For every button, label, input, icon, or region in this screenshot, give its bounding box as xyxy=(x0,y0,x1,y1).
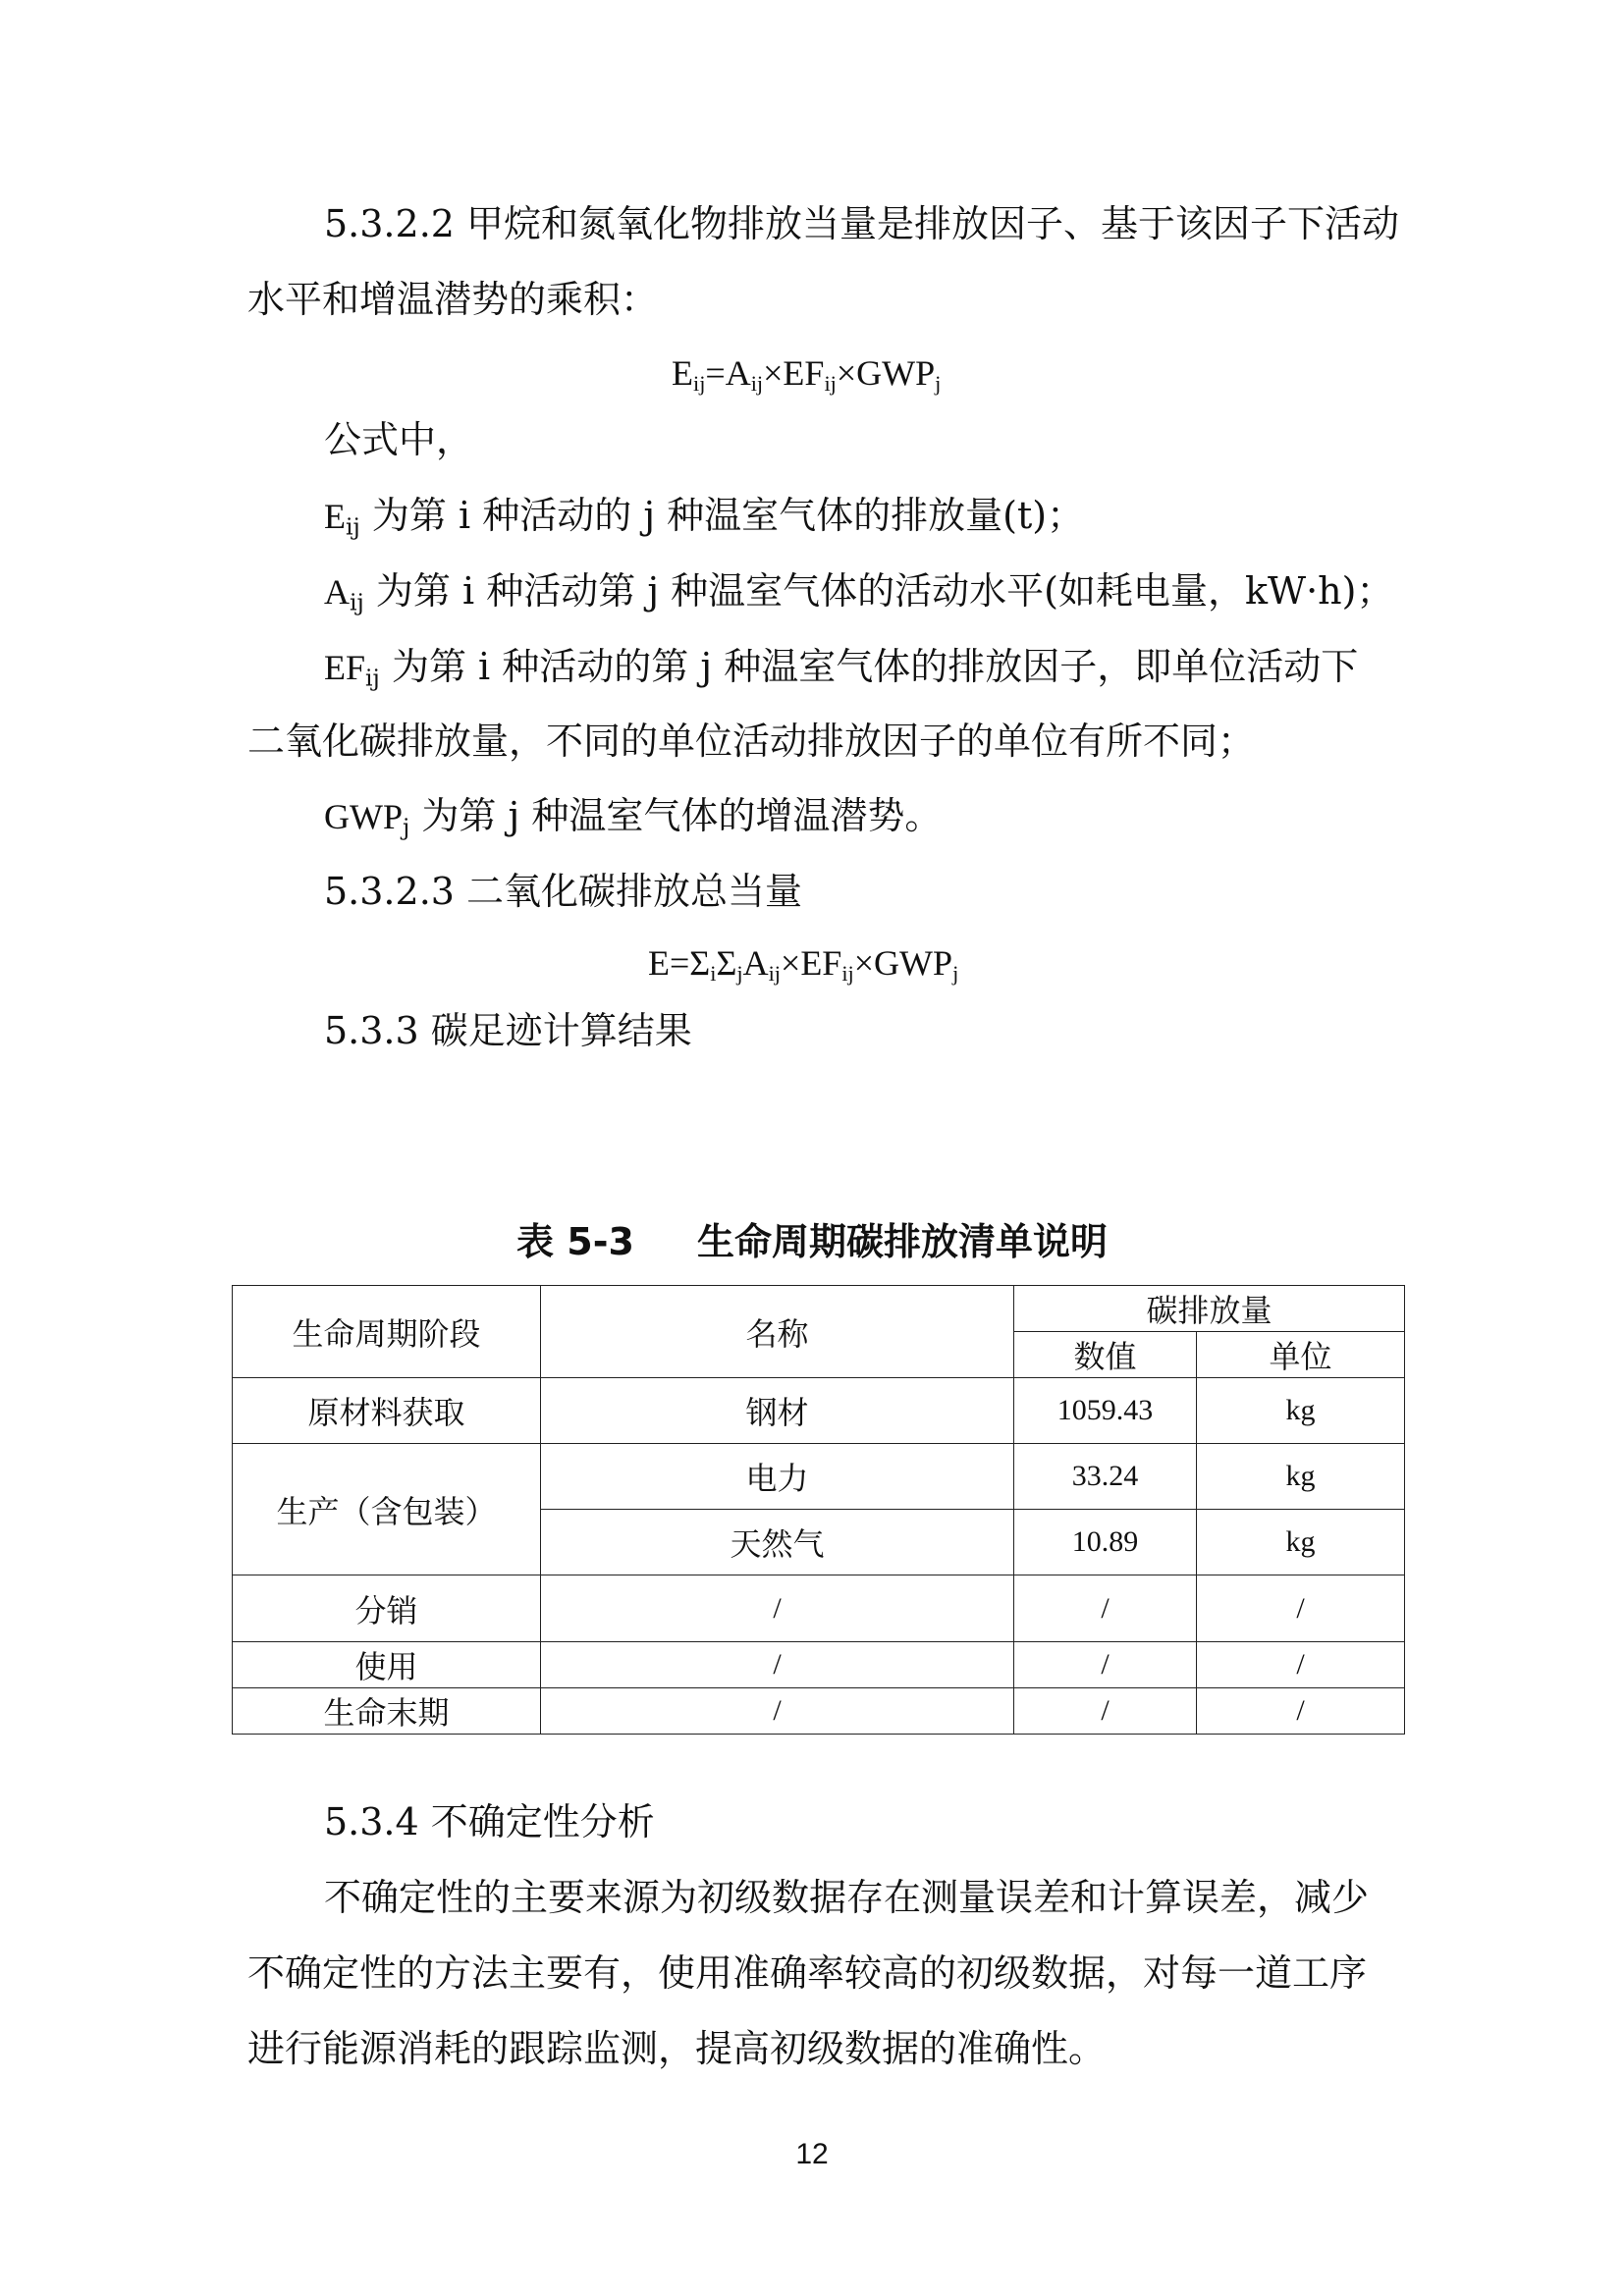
cell-unit: kg xyxy=(1197,1510,1405,1575)
cell-value: / xyxy=(1014,1688,1197,1735)
definition-aij: $A_{ij}$ 为第 i 种活动第 j 种温室气体的活动水平(如耗电量，kW·h)； xyxy=(324,569,1394,616)
definition-eij: $E_{ij}$ 为第 i 种活动的 j 种温室气体的排放量(t)； xyxy=(324,494,1085,541)
cell-unit: kg xyxy=(1197,1444,1405,1510)
table-caption-number: 表 5-3 xyxy=(516,1220,634,1263)
cell-unit: / xyxy=(1197,1688,1405,1735)
definition-gwpj: $GWP_j$ 为第 j 种温室气体的增温潜势。 xyxy=(324,794,943,841)
cell-name: / xyxy=(541,1688,1014,1735)
table-row xyxy=(233,1642,1405,1688)
paragraph-5-3-2-2-line1: 5.3.2.2 甲烷和氮氧化物排放当量是排放因子、基于该因子下活动 xyxy=(324,202,1400,245)
cell-unit: / xyxy=(1197,1575,1405,1642)
header-name: 名称 xyxy=(541,1286,1014,1378)
cell-unit: kg xyxy=(1197,1378,1405,1444)
cell-name: / xyxy=(541,1575,1014,1642)
uncertainty-line2: 不确定性的方法主要有，使用准确率较高的初级数据，对每一道工序 xyxy=(247,1951,1368,1995)
cell-value: 1059.43 xyxy=(1014,1378,1197,1444)
formula-intro: 公式中， xyxy=(324,418,474,461)
definition-efij-line2: 二氧化碳排放量，不同的单位活动排放因子的单位有所不同； xyxy=(247,720,1256,763)
formula-total-e: $E=\Sigma_i\Sigma_jA_{ij}\times EF_{ij}\times GWP_j$ xyxy=(648,943,959,987)
section-5-3-3: 5.3.3 碳足迹计算结果 xyxy=(324,1009,692,1052)
cell-name: 电力 xyxy=(541,1444,1014,1510)
cell-value: 10.89 xyxy=(1014,1510,1197,1575)
cell-unit: / xyxy=(1197,1642,1405,1688)
paragraph-5-3-2-2-line2: 水平和增温潜势的乘积： xyxy=(247,278,659,321)
table-caption-title: 生命周期碳排放清单说明 xyxy=(696,1220,1108,1263)
table-row xyxy=(233,1575,1405,1642)
header-emission: 碳排放量 xyxy=(1014,1286,1405,1332)
definition-efij: $EF_{ij}$ 为第 i 种活动的第 j 种温室气体的排放因子，即单位活动下 xyxy=(324,645,1359,692)
uncertainty-line1: 不确定性的主要来源为初级数据存在测量误差和计算误差，减少 xyxy=(324,1876,1370,1919)
cell-stage: 使用 xyxy=(233,1642,541,1688)
section-5-3-4: 5.3.4 不确定性分析 xyxy=(324,1800,655,1843)
emission-inventory-table xyxy=(232,1285,1405,1735)
table-row xyxy=(233,1378,1405,1444)
cell-value: / xyxy=(1014,1642,1197,1688)
cell-stage: 生命末期 xyxy=(233,1688,541,1735)
cell-stage: 原材料获取 xyxy=(233,1378,541,1444)
cell-name: 天然气 xyxy=(541,1510,1014,1575)
cell-value: / xyxy=(1014,1575,1197,1642)
page-number: 12 xyxy=(795,2138,829,2170)
section-5-3-2-3: 5.3.2.3 二氧化碳排放总当量 xyxy=(324,870,803,913)
header-value: 数值 xyxy=(1014,1332,1197,1378)
header-unit: 单位 xyxy=(1197,1332,1405,1378)
cell-name: / xyxy=(541,1642,1014,1688)
cell-stage: 生产（含包装） xyxy=(233,1444,541,1575)
table-caption xyxy=(0,1211,1624,1265)
uncertainty-line3: 进行能源消耗的跟踪监测，提高初级数据的准确性。 xyxy=(247,2027,1107,2070)
cell-name: 钢材 xyxy=(541,1378,1014,1444)
formula-eij: $E_{ij}=A_{ij}\times EF_{ij}\times GWP_j$ xyxy=(672,353,942,397)
cell-stage: 分销 xyxy=(233,1575,541,1642)
table-row xyxy=(233,1444,1405,1510)
cell-value: 33.24 xyxy=(1014,1444,1197,1510)
header-stage: 生命周期阶段 xyxy=(233,1286,541,1378)
table-row xyxy=(233,1688,1405,1735)
